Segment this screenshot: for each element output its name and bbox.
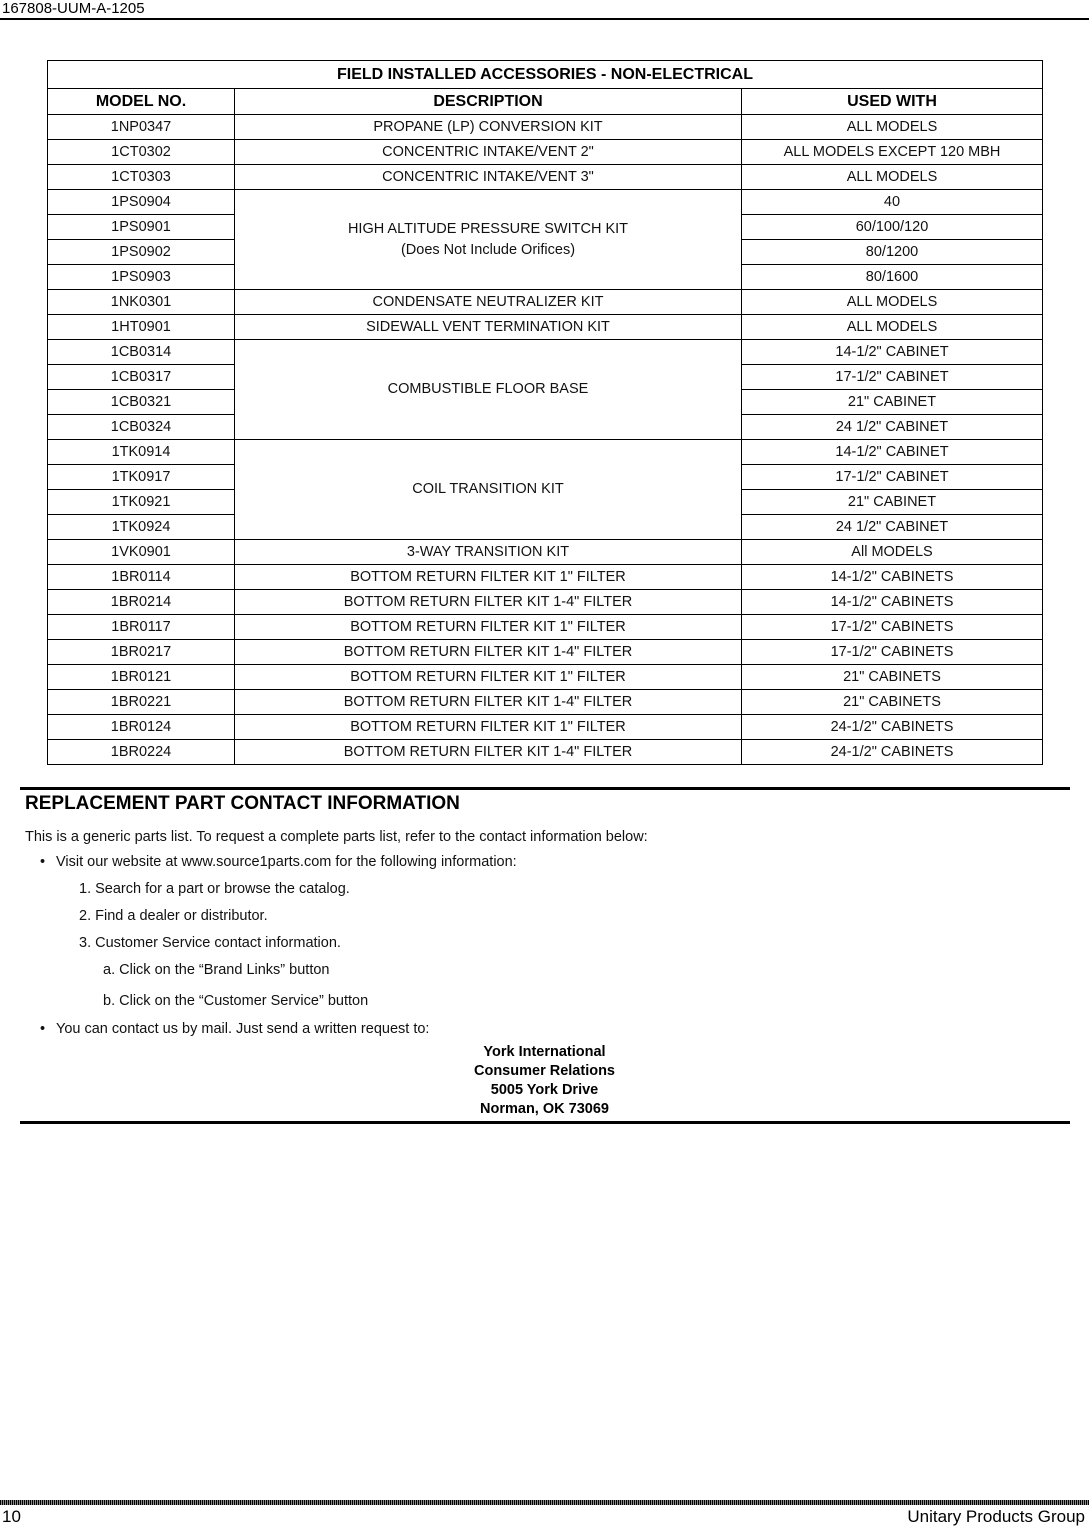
table-row (48, 115, 1043, 140)
table-row (48, 715, 1043, 740)
table-row (48, 740, 1043, 765)
model-cell: 1CT0302 (48, 140, 235, 165)
used-with-cell: 21" CABINETS (742, 690, 1043, 715)
table-row (48, 315, 1043, 340)
model-cell: 1PS0903 (48, 265, 235, 290)
used-with-cell: 24 1/2" CABINET (742, 415, 1043, 440)
model-cell: 1CT0303 (48, 165, 235, 190)
used-with-cell: 21" CABINET (742, 390, 1043, 415)
description-group-note: (Does Not Include Orifices) (400, 241, 576, 258)
table-row (48, 615, 1043, 640)
description-cell: BOTTOM RETURN FILTER KIT 1" FILTER (235, 715, 742, 740)
table-row (48, 565, 1043, 590)
model-cell: 1NK0301 (48, 290, 235, 315)
description-group-label: COMBUSTIBLE FLOOR BASE (387, 381, 589, 397)
column-header-description: DESCRIPTION (235, 89, 742, 115)
table-row (48, 190, 1043, 215)
table-row (48, 640, 1043, 665)
used-with-cell: 80/1200 (742, 240, 1043, 265)
section-bottom-rule (20, 1121, 1070, 1124)
description-cell: BOTTOM RETURN FILTER KIT 1" FILTER (235, 565, 742, 590)
table-row (48, 290, 1043, 315)
model-cell: 1CB0317 (48, 365, 235, 390)
bullet-website: • Visit our website at www.source1parts.com for the following information: (56, 854, 517, 870)
used-with-cell: ALL MODELS (742, 115, 1043, 140)
table-row (48, 540, 1043, 565)
model-cell: 1BR0221 (48, 690, 235, 715)
description-cell: BOTTOM RETURN FILTER KIT 1" FILTER (235, 615, 742, 640)
used-with-cell: All MODELS (742, 540, 1043, 565)
substep-item: b. Click on the “Customer Service” button (103, 993, 369, 1009)
used-with-cell: ALL MODELS (742, 315, 1043, 340)
used-with-cell: 14-1/2" CABINETS (742, 565, 1043, 590)
description-cell-merged (235, 340, 742, 440)
description-cell: BOTTOM RETURN FILTER KIT 1-4" FILTER (235, 740, 742, 765)
page-number: 10 (2, 1507, 21, 1526)
description-cell: SIDEWALL VENT TERMINATION KIT (235, 315, 742, 340)
model-cell: 1PS0904 (48, 190, 235, 215)
company-name: Unitary Products Group (907, 1507, 1085, 1526)
description-cell: CONCENTRIC INTAKE/VENT 2" (235, 140, 742, 165)
column-header-model: MODEL NO. (48, 89, 235, 115)
model-cell: 1HT0901 (48, 315, 235, 340)
intro-text: This is a generic parts list. To request a complete parts list, refer to the contact information below: (25, 829, 648, 845)
address-line: Consumer Relations (474, 1063, 615, 1079)
used-with-cell: 24-1/2" CABINETS (742, 740, 1043, 765)
description-cell-merged (235, 190, 742, 290)
table-row (48, 165, 1043, 190)
description-cell-merged (235, 440, 742, 540)
description-group-label: HIGH ALTITUDE PRESSURE SWITCH KIT (347, 220, 629, 237)
document-id: 167808-UUM-A-1205 (2, 0, 145, 17)
used-with-cell: 14-1/2" CABINET (742, 440, 1043, 465)
section-top-rule (20, 787, 1070, 790)
model-cell: 1VK0901 (48, 540, 235, 565)
model-cell: 1CB0314 (48, 340, 235, 365)
model-cell: 1BR0124 (48, 715, 235, 740)
used-with-cell: 17-1/2" CABINETS (742, 615, 1043, 640)
model-cell: 1CB0324 (48, 415, 235, 440)
used-with-cell: 60/100/120 (742, 215, 1043, 240)
model-cell: 1BR0217 (48, 640, 235, 665)
used-with-cell: 24-1/2" CABINETS (742, 715, 1043, 740)
used-with-cell: 80/1600 (742, 265, 1043, 290)
model-cell: 1TK0914 (48, 440, 235, 465)
table-row (48, 690, 1043, 715)
model-cell: 1TK0917 (48, 465, 235, 490)
step-item: 3. Customer Service contact information. (79, 935, 341, 951)
description-cell: BOTTOM RETURN FILTER KIT 1-4" FILTER (235, 640, 742, 665)
model-cell: 1BR0121 (48, 665, 235, 690)
address-line: Norman, OK 73069 (480, 1101, 609, 1117)
table-row (48, 340, 1043, 365)
model-cell: 1BR0224 (48, 740, 235, 765)
description-cell: 3-WAY TRANSITION KIT (235, 540, 742, 565)
column-header-used-with: USED WITH (742, 89, 1043, 115)
address-line: 5005 York Drive (490, 1082, 599, 1098)
description-cell: CONCENTRIC INTAKE/VENT 3" (235, 165, 742, 190)
used-with-cell: 14-1/2" CABINET (742, 340, 1043, 365)
section-title: REPLACEMENT PART CONTACT INFORMATION (25, 793, 460, 814)
table-row (48, 140, 1043, 165)
description-cell: CONDENSATE NEUTRALIZER KIT (235, 290, 742, 315)
step-item: 2. Find a dealer or distributor. (79, 908, 268, 924)
model-cell: 1BR0114 (48, 565, 235, 590)
table-row (48, 665, 1043, 690)
substep-item: a. Click on the “Brand Links” button (103, 962, 330, 978)
used-with-cell: 40 (742, 190, 1043, 215)
used-with-cell: 17-1/2" CABINET (742, 465, 1043, 490)
bullet-mail: • You can contact us by mail. Just send a written request to: (56, 1021, 429, 1037)
used-with-cell: ALL MODELS (742, 290, 1043, 315)
used-with-cell: 24 1/2" CABINET (742, 515, 1043, 540)
model-cell: 1BR0214 (48, 590, 235, 615)
description-cell: BOTTOM RETURN FILTER KIT 1" FILTER (235, 665, 742, 690)
used-with-cell: 17-1/2" CABINET (742, 365, 1043, 390)
model-cell: 1TK0921 (48, 490, 235, 515)
table-row (48, 440, 1043, 465)
table-row (48, 590, 1043, 615)
used-with-cell: 21" CABINETS (742, 665, 1043, 690)
model-cell: 1NP0347 (48, 115, 235, 140)
used-with-cell: 14-1/2" CABINETS (742, 590, 1043, 615)
model-cell: 1PS0901 (48, 215, 235, 240)
address-line: York International (483, 1044, 606, 1060)
description-cell: PROPANE (LP) CONVERSION KIT (235, 115, 742, 140)
used-with-cell: 21" CABINET (742, 490, 1043, 515)
description-cell: BOTTOM RETURN FILTER KIT 1-4" FILTER (235, 590, 742, 615)
model-cell: 1PS0902 (48, 240, 235, 265)
description-cell: BOTTOM RETURN FILTER KIT 1-4" FILTER (235, 690, 742, 715)
model-cell: 1CB0321 (48, 390, 235, 415)
footer-rule (0, 1500, 1089, 1505)
table-title: FIELD INSTALLED ACCESSORIES - NON-ELECTRICAL (48, 61, 1043, 89)
description-group-label: COIL TRANSITION KIT (412, 481, 564, 497)
used-with-cell: 17-1/2" CABINETS (742, 640, 1043, 665)
used-with-cell: ALL MODELS (742, 165, 1043, 190)
used-with-cell: ALL MODELS EXCEPT 120 MBH (742, 140, 1043, 165)
top-rule (0, 18, 1089, 20)
model-cell: 1BR0117 (48, 615, 235, 640)
model-cell: 1TK0924 (48, 515, 235, 540)
accessories-table (47, 60, 1043, 765)
step-item: 1. Search for a part or browse the catalog. (79, 881, 350, 897)
